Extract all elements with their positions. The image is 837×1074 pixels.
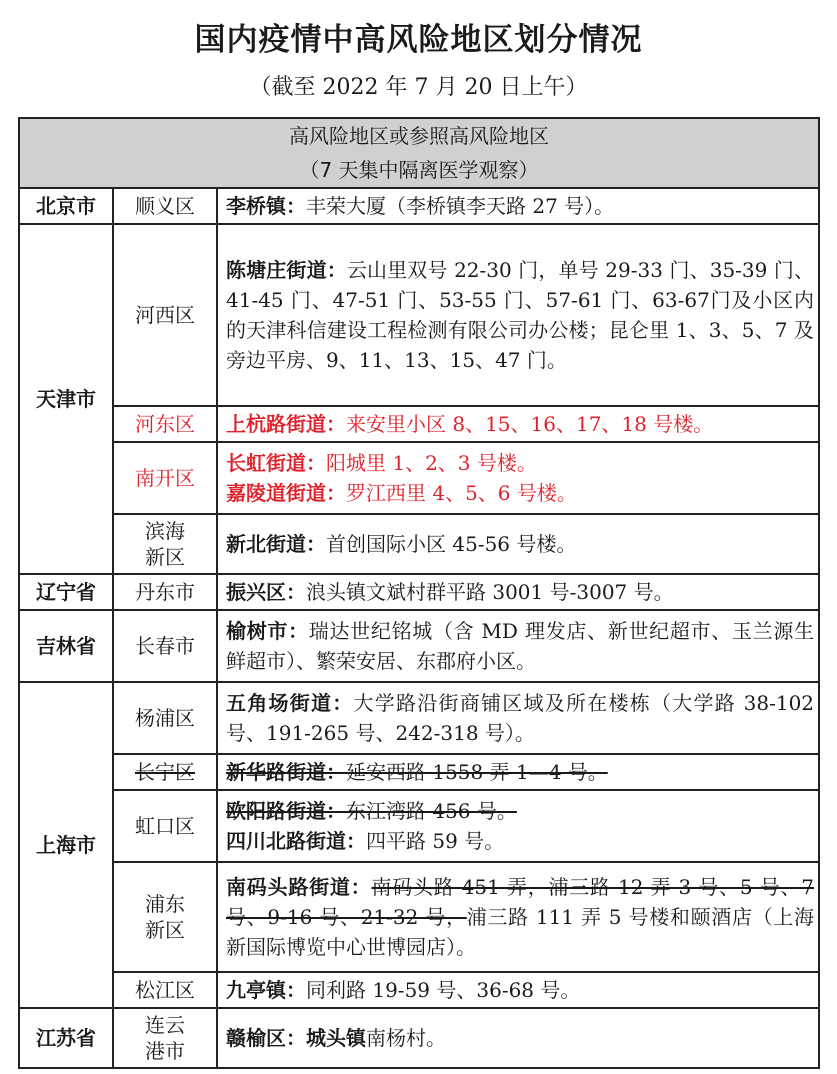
town-label: 城头镇: [306, 1026, 366, 1050]
table-row: [19, 188, 819, 224]
province-jilin: 吉林省: [19, 610, 113, 682]
area-text: 首创国际小区 45-56 号楼。: [326, 532, 577, 556]
district-changning: 长宁区: [113, 754, 217, 790]
street-label: 四川北路街道：: [226, 829, 366, 853]
district-hedong: 河东区: [113, 406, 217, 442]
area-text: 来安里小区 8、15、16、17、18 号楼。: [346, 412, 714, 436]
area-text: 东江湾路 456 号。: [346, 799, 517, 823]
area-content: [217, 972, 819, 1008]
district-pudong-line2: 新区: [145, 918, 185, 942]
street-label: 新北街道：: [226, 532, 326, 556]
header-title: 高风险地区或参照高风险地区: [289, 124, 549, 148]
table-row: [19, 406, 819, 442]
street-label: 赣榆区：: [226, 1026, 306, 1050]
district-lianyungang-line1: 连云: [145, 1013, 185, 1037]
district-dandong: 丹东市: [113, 574, 217, 610]
page-title: 国内疫情中高风险地区划分情况: [194, 22, 643, 58]
table-row: [19, 610, 819, 682]
area-text: 阳城里 1、2、3 号楼。: [326, 451, 537, 475]
area-text: 南杨村。: [366, 1026, 446, 1050]
street-label: 长虹街道：: [226, 451, 326, 475]
area-content: [217, 406, 819, 442]
table-header: [19, 118, 819, 188]
table-row: [19, 442, 819, 514]
header-note: （7 天集中隔离医学观察）: [299, 158, 539, 182]
area-content: [217, 682, 819, 754]
area-content: [217, 188, 819, 224]
area-text: 延安西路 1558 弄 1—4 号。: [346, 760, 608, 784]
area-text: 罗江西里 4、5、6 号楼。: [346, 481, 577, 505]
table-row: [19, 790, 819, 862]
area-text: 云山里双号 22-30 门，单号 29-33 门、35-39 门、41-45 门、47-51 门、53-55 门、57-61 门、63-67门及小区内的天津科信建设工程检测有限公司办公楼；昆仑里 1、3、5、7 及旁边平房、9、11、13、15、47 门。: [226, 258, 815, 372]
district-nankai: 南开区: [113, 442, 217, 514]
area-text: 大学路沿街商铺区域及所在楼栋（大学路 38-102 号、191-265 号、242-318 号）。: [226, 691, 815, 745]
province-jiangsu: 江苏省: [19, 1008, 113, 1068]
district-lianyungang-line2: 港市: [145, 1039, 185, 1063]
area-content: [217, 224, 819, 406]
area-content: [217, 610, 819, 682]
table-row: [19, 514, 819, 574]
province-shanghai: 上海市: [19, 682, 113, 1008]
area-content: [217, 754, 819, 790]
page-subtitle: （截至 2022 年 7 月 20 日上午）: [249, 75, 588, 100]
area-content: [217, 790, 819, 862]
table-row: [19, 972, 819, 1008]
table-row: [19, 682, 819, 754]
district-changchun: 长春市: [113, 610, 217, 682]
province-liaoning: 辽宁省: [19, 574, 113, 610]
area-content: [217, 442, 819, 514]
risk-area-table: [18, 117, 820, 1069]
street-label: 上杭路街道：: [226, 412, 346, 436]
area-content: [217, 574, 819, 610]
district-yangpu: 杨浦区: [113, 682, 217, 754]
area-content: [217, 862, 819, 972]
province-tianjin: 天津市: [19, 224, 113, 574]
area-text: 四平路 59 号。: [366, 829, 505, 853]
area-text: 浪头镇文斌村群平路 3001 号-3007 号。: [306, 580, 674, 604]
street-label: 嘉陵道街道：: [226, 481, 346, 505]
street-label: 欧阳路街道：: [226, 799, 346, 823]
street-label: 五角场街道：: [226, 691, 354, 715]
district-pudong-line1: 浦东: [145, 892, 185, 916]
district-binhai: [113, 514, 217, 574]
district-shunyi: 顺义区: [113, 188, 217, 224]
area-text: 浦三路 111 弄 5 号楼和颐酒店（上海新国际博览中心世博园店）。: [226, 905, 815, 959]
area-text: 同利路 19-59 号、36-68 号。: [306, 978, 581, 1002]
area-text-struck: 南码头路 451 弄，浦三路 12 弄 3 号、5 号、7 号、9-16 号、21-32 号，: [226, 875, 815, 929]
street-label: 新华路街道：: [226, 760, 346, 784]
table-row: [19, 754, 819, 790]
district-binhai-line1: 滨海: [145, 519, 185, 543]
table-row: [19, 1008, 819, 1068]
district-lianyungang: [113, 1008, 217, 1068]
table-row: [19, 862, 819, 972]
district-hongkou: 虹口区: [113, 790, 217, 862]
street-label: 榆树市：: [226, 619, 309, 643]
street-label: 九亭镇：: [226, 978, 306, 1002]
street-label: 南码头路街道：: [226, 875, 372, 899]
area-text: 瑞达世纪铭城（含 MD 理发店、新世纪超市、玉兰源生鲜超市）、繁荣安居、东郡府小区。: [226, 619, 815, 673]
district-hexi: 河西区: [113, 224, 217, 406]
district-songjiang: 松江区: [113, 972, 217, 1008]
street-label: 振兴区：: [226, 580, 306, 604]
district-pudong: [113, 862, 217, 972]
table-row: [19, 224, 819, 406]
province-beijing: 北京市: [19, 188, 113, 224]
street-label: 陈塘庄街道：: [226, 258, 347, 282]
area-text: 丰荣大厦（李桥镇李天路 27 号）。: [306, 194, 615, 218]
street-label: 李桥镇：: [226, 194, 306, 218]
table-header-row: [19, 118, 819, 188]
district-binhai-line2: 新区: [145, 545, 185, 569]
area-content: [217, 514, 819, 574]
area-content: [217, 1008, 819, 1068]
table-row: [19, 574, 819, 610]
